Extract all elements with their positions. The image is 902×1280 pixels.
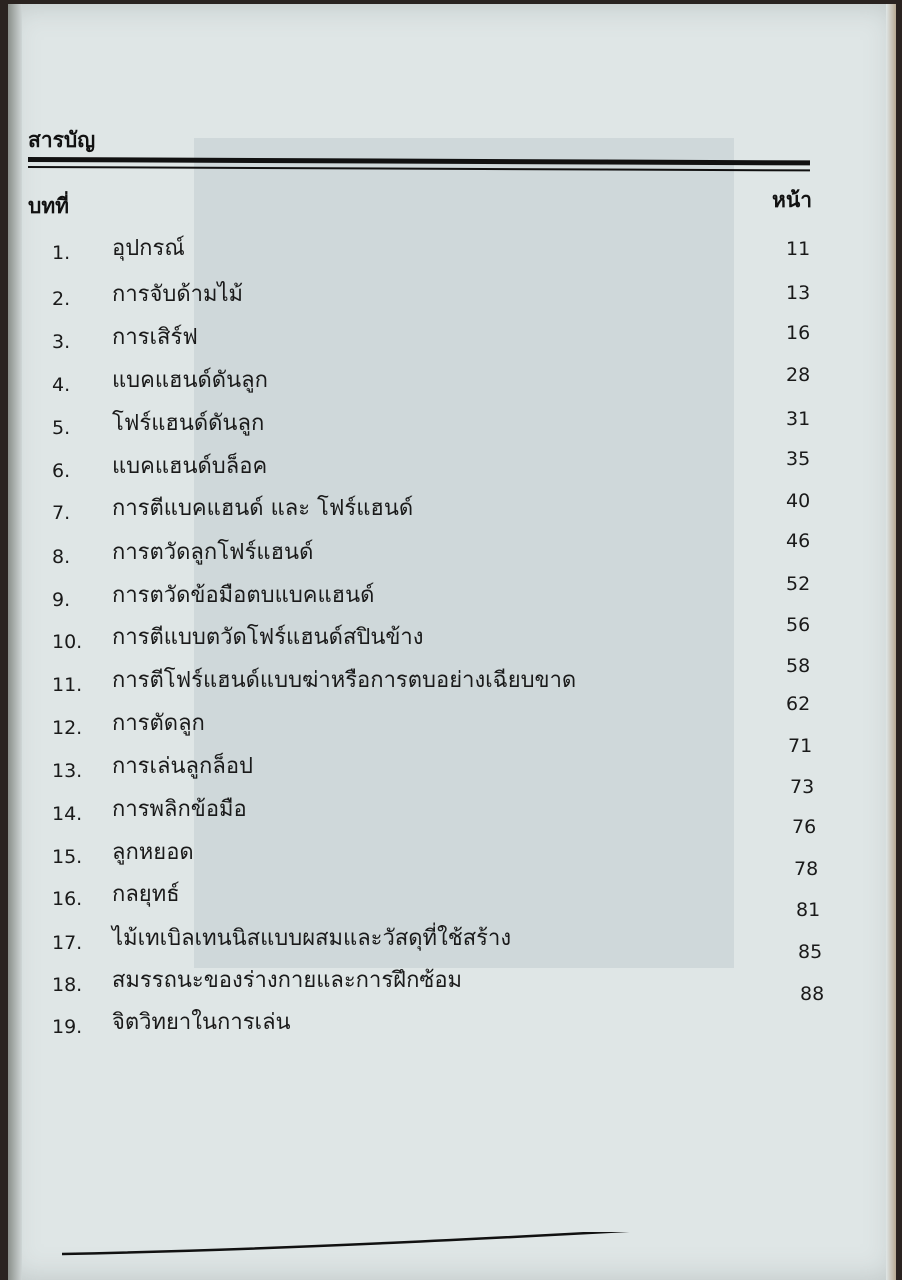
toc-entry-title: การตีแบคแฮนด์ และ โฟร์แฮนด์ xyxy=(112,496,414,521)
toc-entry-title: การพลิกข้อมือ xyxy=(112,797,247,822)
toc-entry-number: 14. xyxy=(52,803,83,825)
toc-entry-page: 56 xyxy=(786,614,811,636)
toc-entry-title: การตีโฟร์แฮนด์แบบฆ่าหรือการตบอย่างเฉียบขาด xyxy=(112,668,577,693)
toc-entry-title: อุปกรณ์ xyxy=(112,236,185,261)
toc-entry-number: 16. xyxy=(52,888,83,910)
toc-entry-page: 52 xyxy=(786,573,811,595)
page-spine-shadow xyxy=(8,4,22,1280)
page-column-label: หน้า xyxy=(772,188,812,212)
toc-entry-title: การจับด้ามไม้ xyxy=(112,282,244,307)
toc-entry-number: 10. xyxy=(52,631,83,653)
toc-entry-number: 19. xyxy=(52,1016,83,1038)
toc-entry-page: 46 xyxy=(786,530,811,552)
toc-entry-page: 88 xyxy=(800,983,825,1005)
toc-entry-title: การเสิร์ฟ xyxy=(112,325,198,350)
toc-entry-page: 13 xyxy=(786,282,811,304)
toc-entry-title: สมรรถนะของร่างกายและการฝึกซ้อม xyxy=(112,968,463,993)
toc-entry-page: 76 xyxy=(792,816,817,838)
toc-entry-page: 31 xyxy=(786,408,811,430)
toc-entry-title: การตวัดลูกโฟร์แฮนด์ xyxy=(112,540,314,565)
toc-entry-page: 62 xyxy=(786,693,811,715)
toc-entry-page: 85 xyxy=(798,941,823,963)
toc-entry-number: 3. xyxy=(52,331,71,353)
toc-entry-title: จิตวิทยาในการเล่น xyxy=(112,1010,291,1035)
toc-entry-page: 78 xyxy=(794,858,819,880)
toc-entry-number: 9. xyxy=(52,589,71,611)
toc-entry-page: 58 xyxy=(786,655,811,677)
chapter-column-label: บทที่ xyxy=(28,194,70,218)
page-edge xyxy=(886,4,896,1280)
toc-entry-number: 7. xyxy=(52,502,71,524)
toc-entry-title: โฟร์แฮนด์ดันลูก xyxy=(112,411,265,436)
toc-entry-number: 4. xyxy=(52,374,71,396)
toc-entry-number: 13. xyxy=(52,760,83,782)
toc-entry-title: การเล่นลูกล็อป xyxy=(112,754,253,779)
toc-entry-title: ลูกหยอด xyxy=(112,840,194,865)
toc-entry-page: 73 xyxy=(790,776,815,798)
toc-entry-title: การตีแบบตวัดโฟร์แฮนด์สปินข้าง xyxy=(112,625,424,650)
toc-entry-number: 8. xyxy=(52,546,71,568)
toc-entry-number: 17. xyxy=(52,932,83,954)
toc-entry-number: 15. xyxy=(52,846,83,868)
toc-entry-page: 11 xyxy=(786,238,811,260)
toc-entry-number: 5. xyxy=(52,417,71,439)
bottom-rule xyxy=(62,1232,852,1272)
toc-entry-number: 12. xyxy=(52,717,83,739)
toc-entry-page: 16 xyxy=(786,322,811,344)
toc-entry-title: แบคแฮนด์ดันลูก xyxy=(112,368,268,393)
toc-entry-title: กลยุทธ์ xyxy=(112,882,180,907)
toc-entry-title: ไม้เทเบิลเทนนิสแบบผสมและวัสดุที่ใช้สร้าง xyxy=(112,926,512,951)
toc-entry-number: 2. xyxy=(52,288,71,310)
toc-entry-number: 18. xyxy=(52,974,83,996)
toc-entry-page: 28 xyxy=(786,364,811,386)
toc-entry-page: 71 xyxy=(788,735,813,757)
toc-entry-page: 35 xyxy=(786,448,811,470)
toc-entry-title: การตวัดข้อมือตบแบคแฮนด์ xyxy=(112,583,375,608)
toc-entry-page: 40 xyxy=(786,490,811,512)
toc-entry-title: แบคแฮนด์บล็อค xyxy=(112,454,268,479)
toc-entry-number: 11. xyxy=(52,674,83,696)
toc-entry-page: 81 xyxy=(796,899,821,921)
toc-entry-title: การตัดลูก xyxy=(112,711,205,736)
toc-entry-number: 1. xyxy=(52,242,71,264)
toc-entry-number: 6. xyxy=(52,460,71,482)
toc-heading: สารบัญ xyxy=(28,128,96,152)
